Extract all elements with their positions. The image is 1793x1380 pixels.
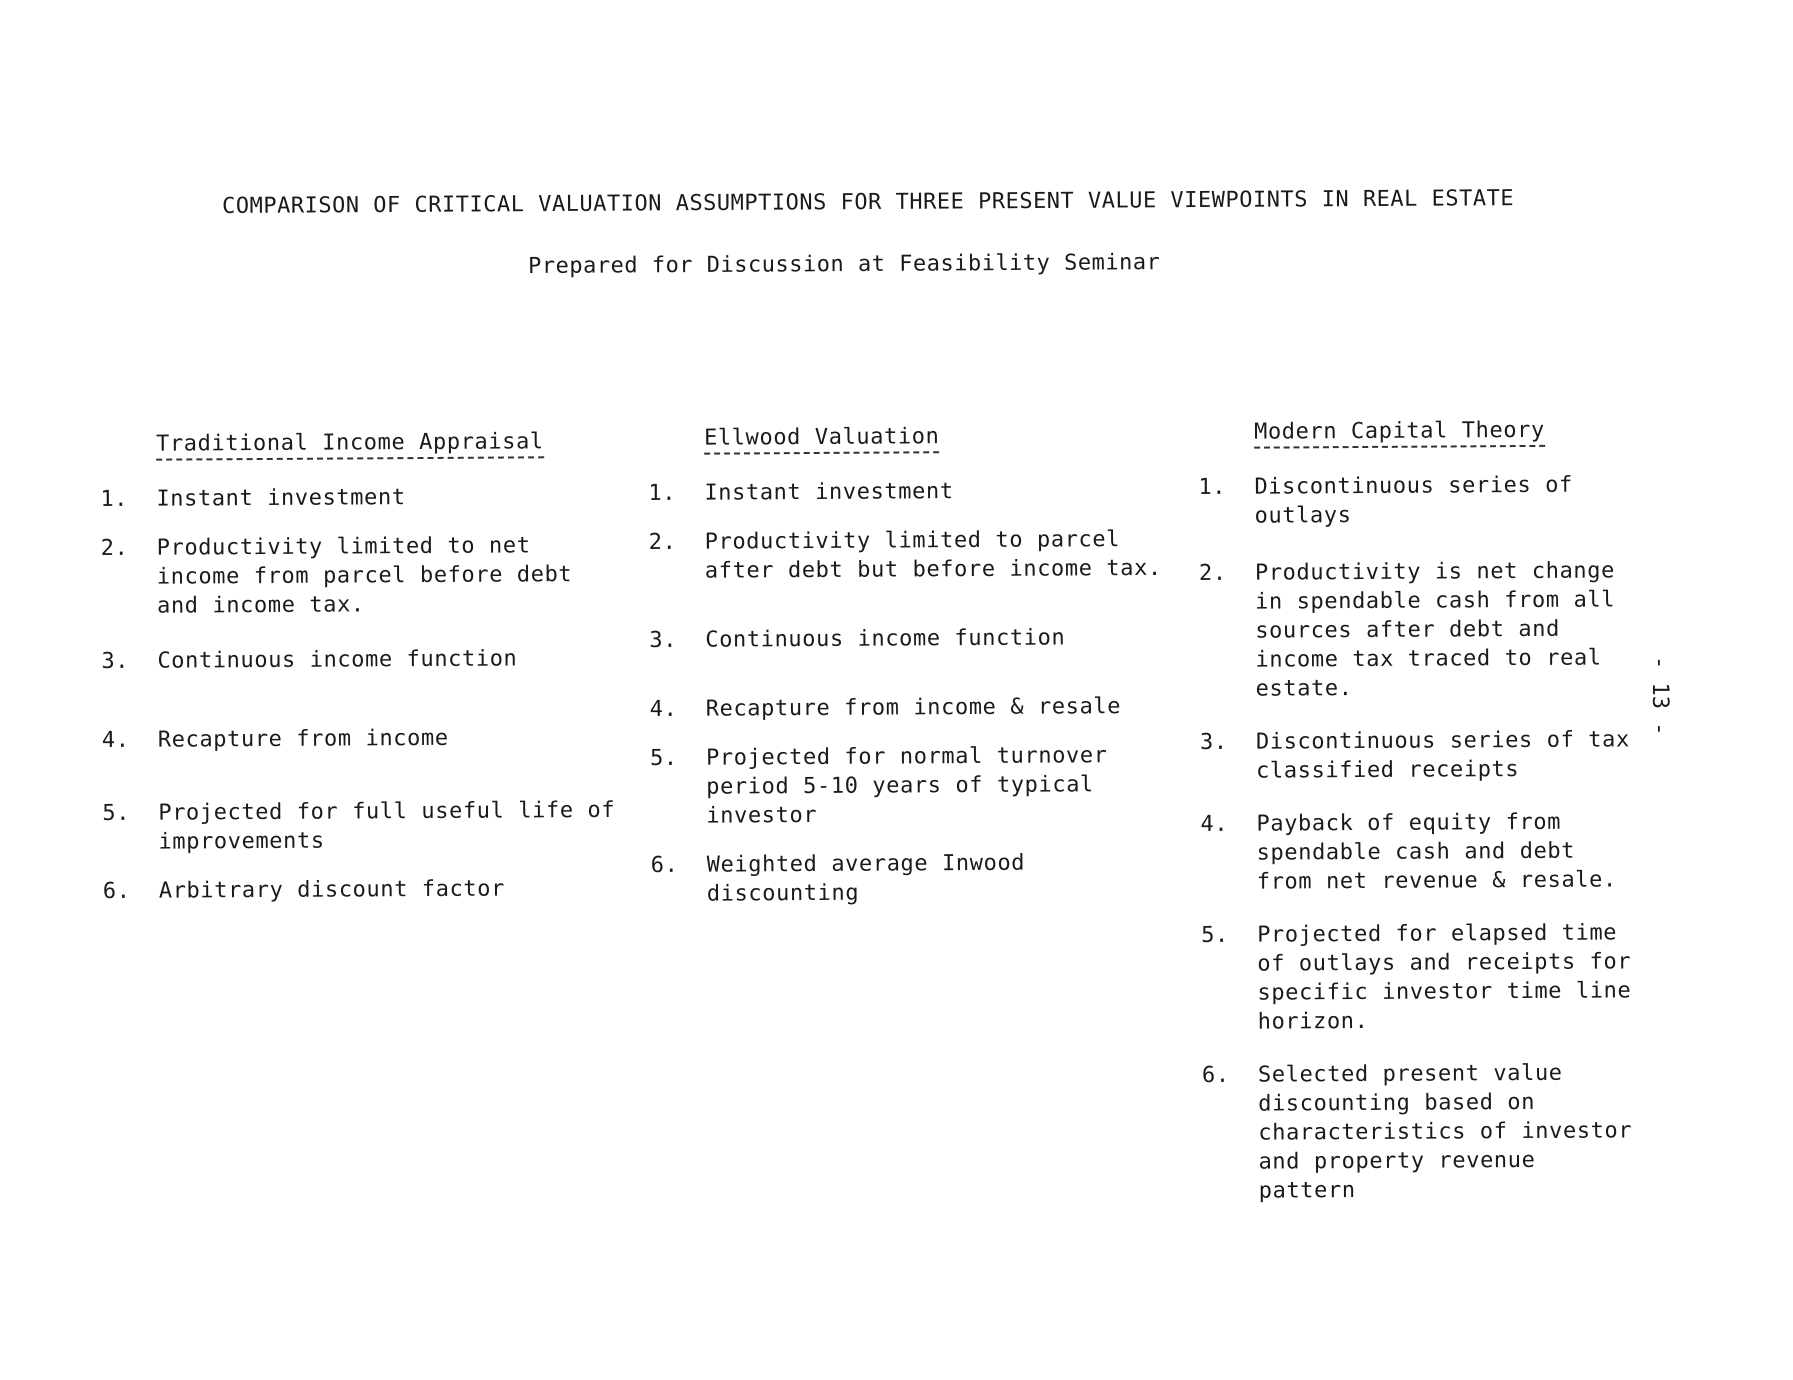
item-number: 5. [649,745,678,771]
item-text: Instant investment [156,485,406,512]
list-item [649,525,1169,586]
item-text: Discontinuous series of tax classified receipts [1255,727,1630,784]
item-text: Instant investment [704,479,954,506]
column-ellwood-valuation [648,423,1171,929]
item-text: Recapture from income & resale [705,694,1122,722]
list-item [648,476,1168,508]
item-number: 1. [100,486,129,512]
item-text: Payback of equity from spendable cash and debt from net revenue & resale. [1256,809,1617,895]
item-number: 2. [100,535,129,561]
list-item [101,644,621,676]
item-text: Productivity is net change in spendable cash from all sources after debt and income tax traced to real estate. [1254,558,1616,702]
item-text: Selected present value discounting based on characteristics of investor and property revenue pattern [1257,1060,1633,1204]
list-item [651,848,1171,909]
document-title: COMPARISON OF CRITICAL VALUATION ASSUMPTIONS FOR THREE PRESENT VALUE VIEWPOINTS IN REAL ESTATE [222,186,1515,219]
item-number: 2. [648,529,677,555]
column-modern-capital-theory [1198,417,1643,1230]
item-number: 5. [1201,922,1229,948]
item-number: 6. [102,878,131,904]
list-item [1200,807,1641,897]
item-text: Discontinuous series of outlays [1254,472,1573,529]
item-number: 3. [101,648,130,674]
item-text: Arbitrary discount factor [158,876,506,904]
item-number: 4. [101,727,130,753]
item-number: 6. [1201,1062,1230,1088]
item-number: 6. [650,852,679,878]
list-item [1202,1058,1643,1206]
list-item [102,796,622,857]
column-heading: Modern Capital Theory [1254,418,1545,449]
item-text: Projected for normal turnover period 5-10 years of typical investor [705,743,1108,829]
item-text: Continuous income function [157,646,518,674]
item-number: 1. [648,480,677,506]
list-item [1198,470,1638,531]
item-text: Productivity limited to parcel after debt but before income tax. [704,527,1162,584]
list-item [650,741,1171,831]
item-text: Recapture from income [157,725,449,753]
list-item [100,482,620,514]
item-number: 5. [102,800,131,826]
list-item [103,874,623,906]
item-text: Continuous income function [705,625,1066,653]
list-item [650,692,1170,724]
list-item [1201,918,1642,1037]
item-number: 1. [1198,474,1227,500]
item-number: 4. [1200,811,1229,837]
item-text: Weighted average Inwood discounting [706,850,1026,907]
list-item [1199,556,1640,704]
item-number: 4. [649,696,678,722]
list-item [102,723,622,755]
column-traditional-income-appraisal [100,429,623,926]
column-heading: Ellwood Valuation [704,424,940,454]
list-item [1200,725,1640,786]
item-text: Productivity limited to net income from parcel before debt and income tax. [156,533,573,619]
list-item [649,623,1169,655]
item-number: 3. [649,627,678,653]
item-text: Projected for full useful life of improvements [158,797,616,855]
document-subtitle: Prepared for Discussion at Feasibility Seminar [528,250,1161,279]
item-number: 3. [1199,729,1228,755]
page-number: - 13 - [1647,656,1672,736]
list-item [101,531,622,621]
item-number: 2. [1198,560,1227,586]
item-text: Projected for elapsed time of outlays and receipts for specific investor time line horizon. [1257,920,1632,1035]
column-heading: Traditional Income Appraisal [156,429,544,460]
